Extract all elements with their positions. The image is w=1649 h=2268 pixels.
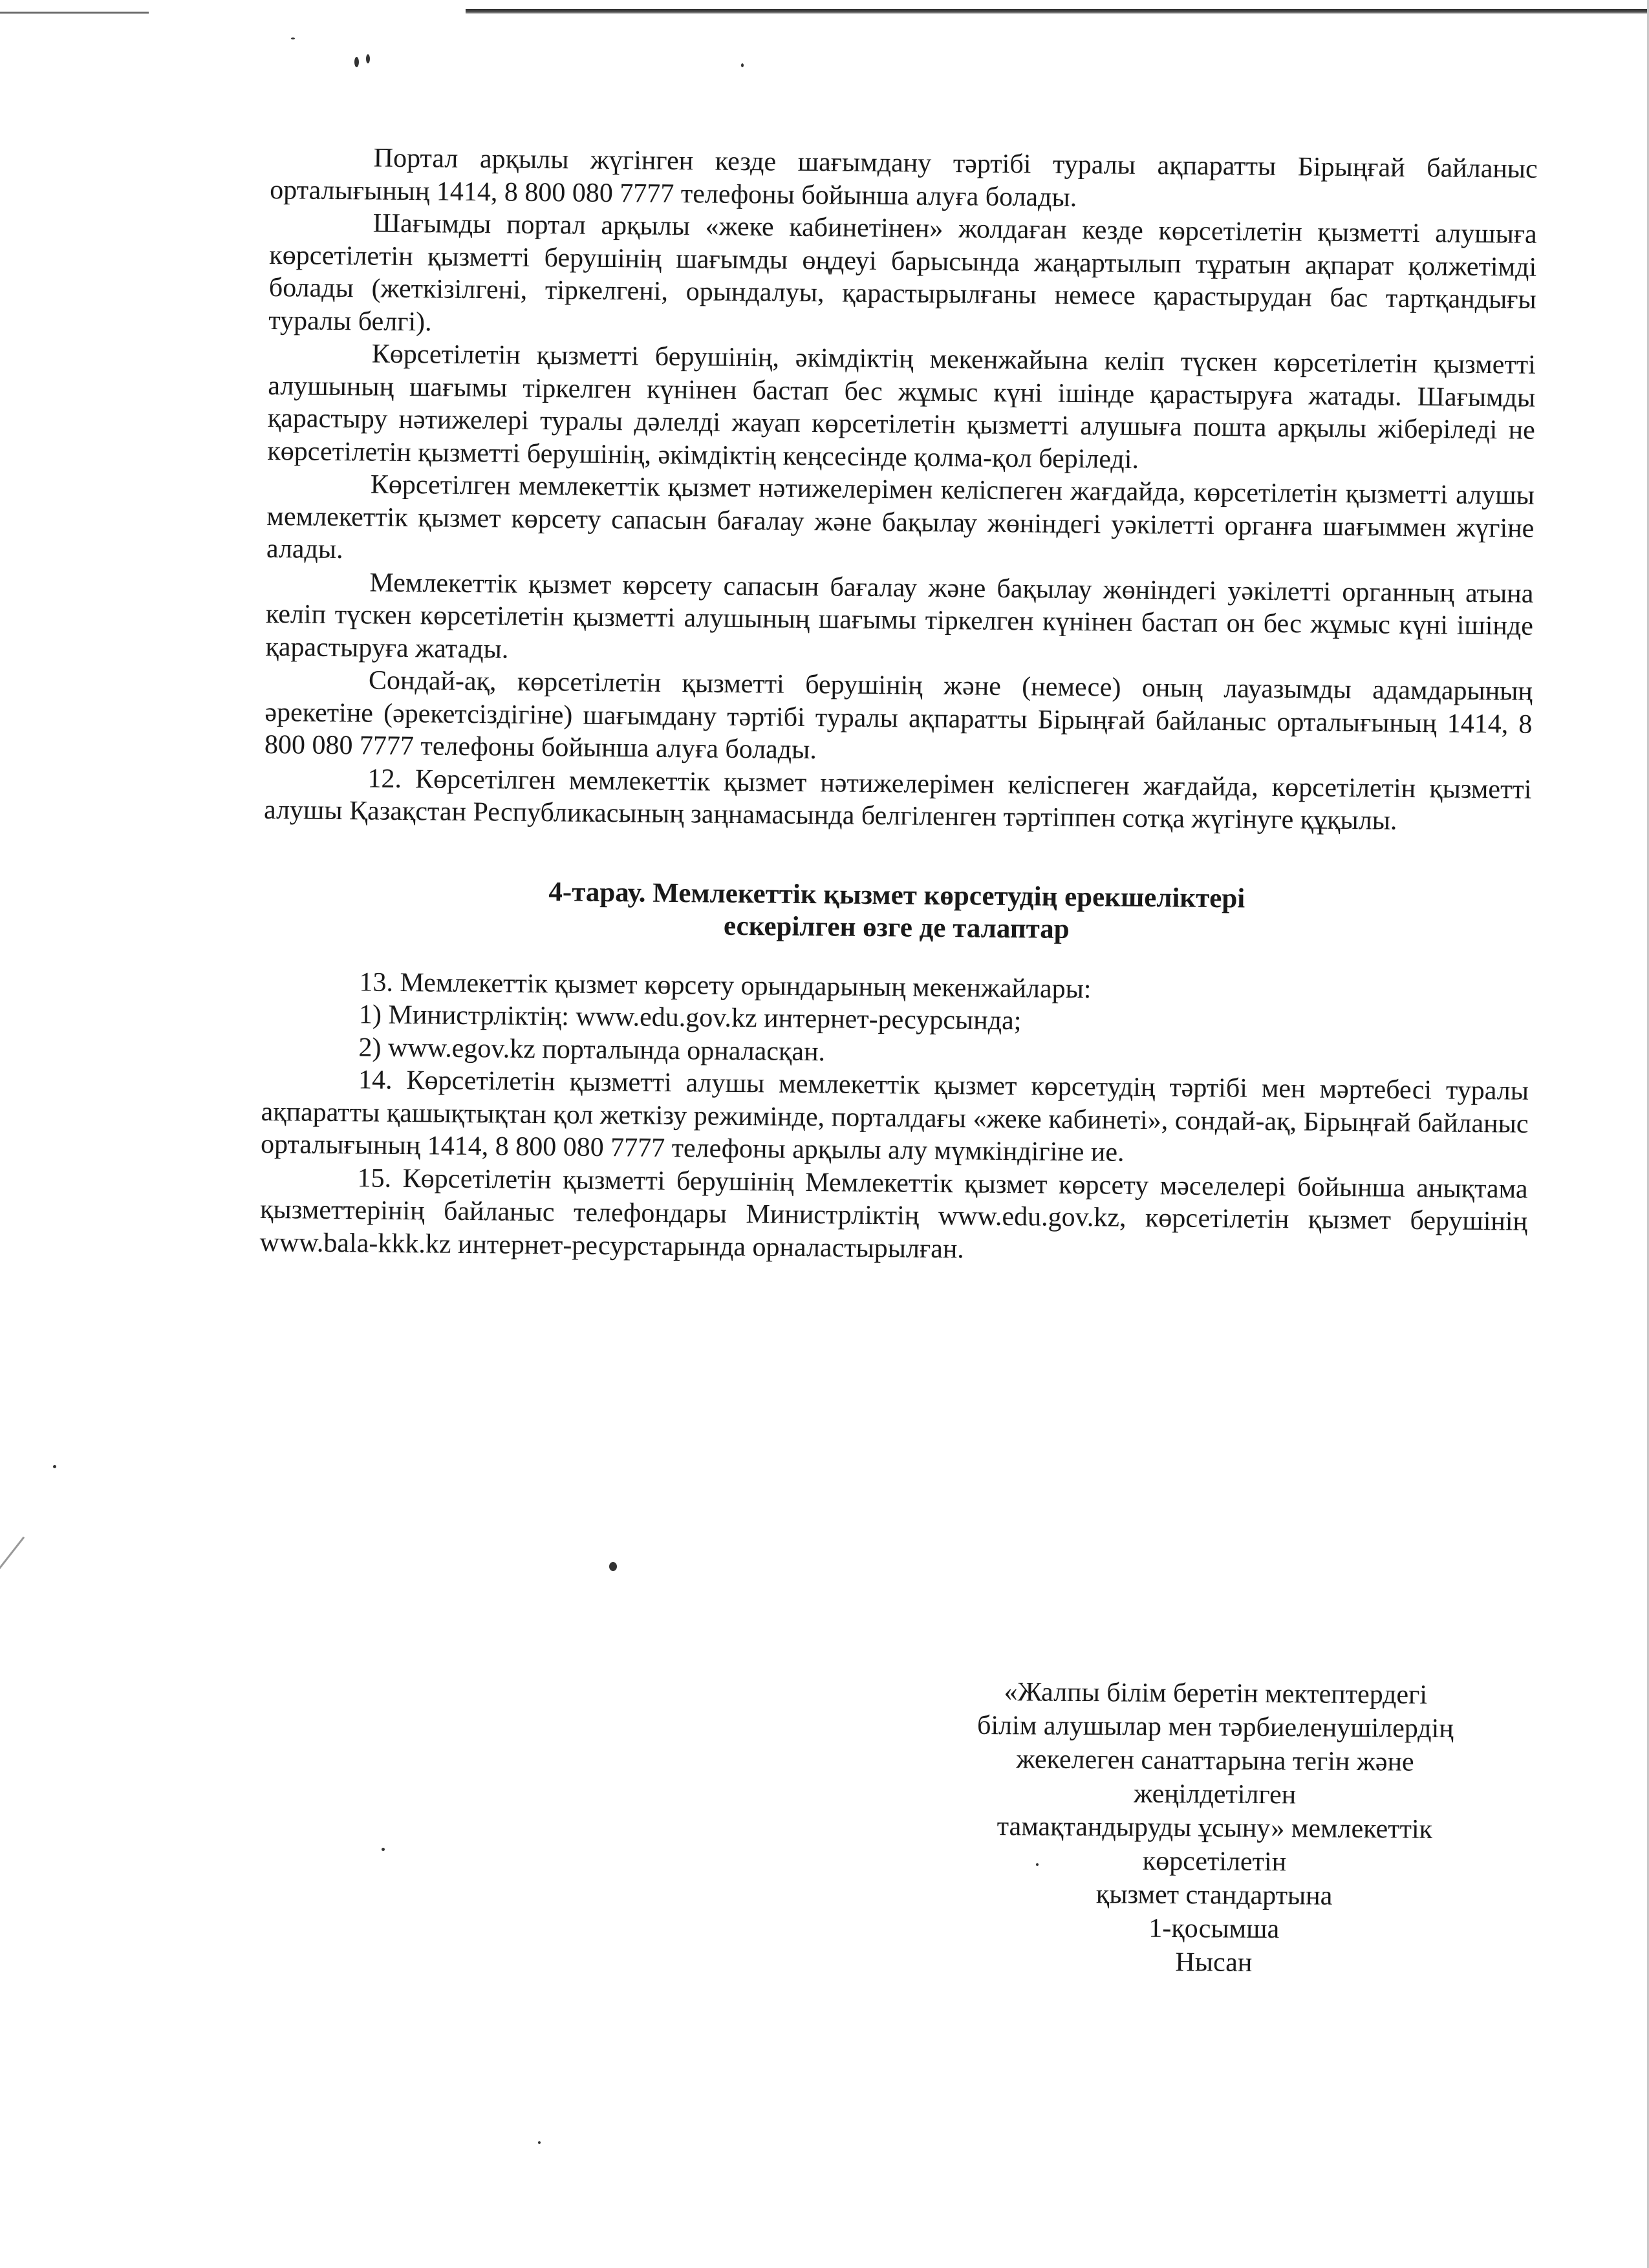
annex-line: көрсетілетін [1142,1846,1287,1878]
scan-speck [741,63,744,67]
paragraph: Портал арқылы жүгінген кезде шағымдану тәртібі туралы ақпаратты Бірыңғай байланыс орталығының 1414, 8 800 080 7777 телефоны бойынша алуға болады. [270,143,1538,213]
scan-speck [538,2141,541,2144]
scan-mark [0,1536,25,1573]
annex-line: жеңілдетілген [1134,1779,1297,1810]
chapter-heading-line: ескерілген өзге де талаптар [723,910,1070,945]
paragraph-15: 15. Көрсетілетін қызметті берушінің Мемлекеттік қызмет көрсету мәселелері бойынша анықтама қызметтерінің байланыс телефондары Министрліктің www.edu.gov.kz, көрсетілетін қызмет берушінің www.bala-kkk.kz интернет-ресурстарында орналастырылған. [259,1162,1528,1264]
chapter-heading-line: 4-тарау. Мемлекеттік қызмет көрсетудің ерекшеліктері [548,876,1245,914]
paragraph-13-item: 1) Министрліктің: www.edu.gov.kz интернет-ресурсында; [358,1000,1022,1036]
annex-form-label: Нысан [1175,1947,1253,1978]
paragraph-13: 13. Мемлекеттік қызмет көрсету орындарының мекенжайлары: [359,967,1092,1004]
scan-speck [609,1562,617,1571]
chapter-heading [263,873,1531,950]
annex-number: 1-қосымша [1148,1913,1280,1945]
paragraph: Көрсетілген мемлекеттік қызмет нәтижелерімен келіспеген жағдайда, көрсетілетін қызметті алушы мемлекеттік қызмет көрсету сапасын бағалау және бақылау жөніндегі уәкілетті органға шағыммен жүгіне алады. [266,469,1535,565]
annex-line: жекелеген санаттарына тегін және [1016,1744,1414,1777]
scan-edge-artifact [0,12,149,14]
paragraph-12: 12. Көрсетілген мемлекеттік қызмет нәтижелерімен келіспеген жағдайда, көрсетілетін қызметті алушы Қазақстан Республикасының заңнамасында белгіленген тәртіппен сотқа жүгінуге құқылы. [263,763,1532,836]
paragraph: Мемлекеттік қызмет көрсету сапасын бағалау және бақылау жөніндегі уәкілетті органның атына келіп түскен көрсетілетін қызметті алушының шағымы тіркелген күнінен бастап он бес жұмыс күні ішінде қарастыруға жатады. [265,568,1534,665]
scan-speck [53,1465,56,1468]
document-body [259,141,1538,1271]
chapter-4-section [259,965,1529,1270]
paragraph-13-item: 2) www.egov.kz порталында орналасқан. [358,1032,826,1067]
scan-speck [354,57,359,67]
annex-line: қызмет стандартына [1095,1879,1333,1911]
scan-speck [291,37,295,39]
paragraph-14: 14. Көрсетілетін қызметті алушы мемлекеттік қызмет көрсетудің тәртібі мен мәртебесі туралы ақпаратты қашықтықтан қол жеткізу режимінде, порталдағы «жеке кабинеті», сондай-ақ, Бірыңғай байланыс орталығының 1414, 8 800 080 7777 телефоны арқылы алу мүмкіндігіне ие. [260,1065,1529,1168]
scan-speck [382,1848,385,1851]
annex-line: «Жалпы білім беретін мектептердегі [1004,1677,1428,1710]
annex-line: білім алушылар мен тәрбиеленушілердің [976,1710,1454,1744]
annex-header [890,1674,1539,1982]
paragraph: Көрсетілетін қызметті берушінің, әкімдіктің мекенжайына келіп түскен көрсетілетін қызметті алушының шағымы тіркелген күнінен бастап бес жұмыс күні ішінде қарастыруға жатады. Шағымды қарастыру нәтижелері туралы дәлелді жауап көрсетілетін қызметті алушыға пошта арқылы жіберіледі не көрсетілетін қызметті берушінің, әкімдіктің кеңсесінде қолма-қол беріледі. [267,339,1536,475]
scan-speck [366,54,370,63]
paragraph: Сондай-ақ, көрсетілетін қызметті берушінің және (немесе) оның лауазымды адамдарының әрекетіне (әрекетсіздігіне) шағымдану тәртібі туралы ақпаратты Бірыңғай байланыс орталығының 1414, 8 800 080 7777 телефоны бойынша алуға болады. [264,665,1533,765]
annex-line: тамақтандыруды ұсыну» мемлекеттік [997,1812,1433,1845]
paragraph: Шағымды портал арқылы «жеке кабинетінен» жолдаған кезде көрсетілетін қызметті алушыға көрсетілетін қызметті берушінің шағымды өңдеуі барысында жаңартылып тұратын ақпарат қолжетімді болады (жеткізілгені, тіркелгені, орындалуы, қарастырылғаны немесе қарастырудан бас тартқандығы туралы белгі). [268,208,1537,337]
scan-edge-artifact [466,9,1649,14]
